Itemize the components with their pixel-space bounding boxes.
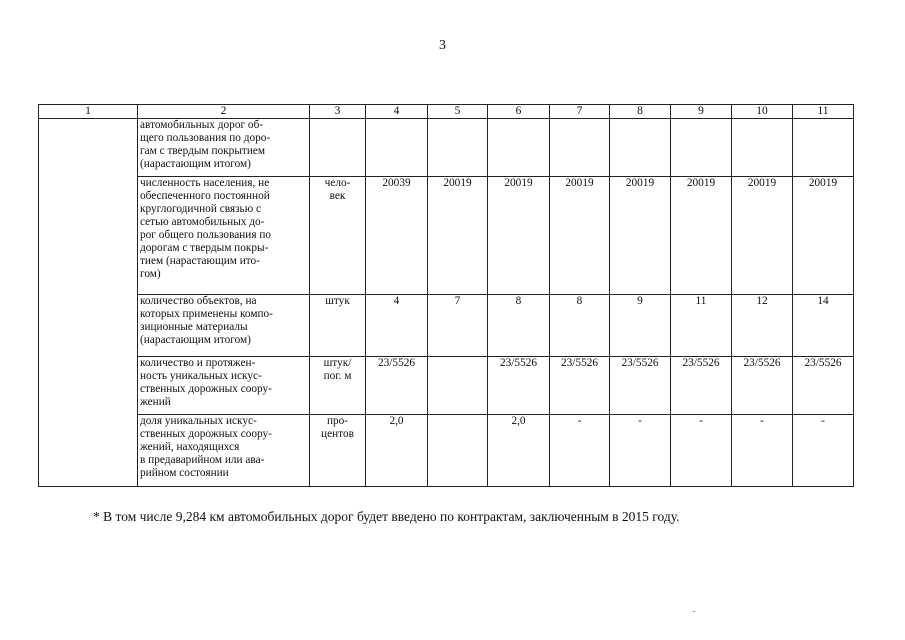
indicator-cell: автомобильных дорог об- щего пользования по доро- гам с твердым покрытием (нарастающим итогом): [138, 119, 310, 177]
value-cell: 23/5526: [793, 357, 854, 415]
unit-cell: чело- век: [310, 177, 366, 295]
header-row: [39, 105, 854, 119]
unit-cell: штук/ пог. м: [310, 357, 366, 415]
column-header: 4: [366, 105, 428, 119]
table-row: [39, 177, 854, 295]
unit-cell: [310, 119, 366, 177]
value-cell: 8: [550, 295, 610, 357]
value-cell: 9: [610, 295, 671, 357]
indicators-table: [38, 104, 854, 487]
column-header: 7: [550, 105, 610, 119]
table-row: [39, 415, 854, 487]
value-cell: -: [550, 415, 610, 487]
column-header: 2: [138, 105, 310, 119]
value-cell: 20019: [793, 177, 854, 295]
column-header: 3: [310, 105, 366, 119]
value-cell: [610, 119, 671, 177]
value-cell: 23/5526: [671, 357, 732, 415]
value-cell: 2,0: [366, 415, 428, 487]
value-cell: [428, 357, 488, 415]
value-cell: [428, 119, 488, 177]
footnote: * В том числе 9,284 км автомобильных дорог будет введено по контрактам, заключенным в 2015 году.: [93, 509, 680, 524]
value-cell: -: [793, 415, 854, 487]
value-cell: 20019: [671, 177, 732, 295]
column-header: 6: [488, 105, 550, 119]
value-cell: 23/5526: [366, 357, 428, 415]
value-cell: 2,0: [488, 415, 550, 487]
page-number: 3: [439, 38, 446, 53]
column-header: 8: [610, 105, 671, 119]
value-cell: 4: [366, 295, 428, 357]
value-cell: 20039: [366, 177, 428, 295]
table-row: [39, 357, 854, 415]
indicator-cell: количество и протяжен- ность уникальных искус- ственных дорожных соору- жений: [138, 357, 310, 415]
column-header: 1: [39, 105, 138, 119]
value-cell: 20019: [732, 177, 793, 295]
value-cell: 14: [793, 295, 854, 357]
value-cell: 7: [428, 295, 488, 357]
value-cell: 12: [732, 295, 793, 357]
value-cell: [732, 119, 793, 177]
value-cell: [366, 119, 428, 177]
table-row: [39, 295, 854, 357]
value-cell: 23/5526: [732, 357, 793, 415]
unit-cell: про- центов: [310, 415, 366, 487]
value-cell: 8: [488, 295, 550, 357]
value-cell: 20019: [428, 177, 488, 295]
scan-speck: [693, 611, 695, 612]
indicator-cell: численность населения, не обеспеченного постоянной круглогодичной связью с сетью автомобильных до- рог общего пользования по дорогам с твердым покры- тием (нарастающим ито- гом): [138, 177, 310, 295]
value-cell: 20019: [610, 177, 671, 295]
merged-first-column-cell: [39, 119, 138, 487]
column-header: 5: [428, 105, 488, 119]
value-cell: [793, 119, 854, 177]
column-header: 10: [732, 105, 793, 119]
value-cell: -: [671, 415, 732, 487]
value-cell: 23/5526: [550, 357, 610, 415]
value-cell: 20019: [550, 177, 610, 295]
value-cell: -: [610, 415, 671, 487]
value-cell: [550, 119, 610, 177]
value-cell: 23/5526: [610, 357, 671, 415]
value-cell: 11: [671, 295, 732, 357]
column-header: 9: [671, 105, 732, 119]
column-header: 11: [793, 105, 854, 119]
value-cell: [671, 119, 732, 177]
value-cell: -: [732, 415, 793, 487]
table-row: [39, 119, 854, 177]
value-cell: [488, 119, 550, 177]
value-cell: 23/5526: [488, 357, 550, 415]
indicator-cell: количество объектов, на которых применены компо- зиционные материалы (нарастающим итогом): [138, 295, 310, 357]
value-cell: [428, 415, 488, 487]
table-body: [39, 119, 854, 487]
indicator-cell: доля уникальных искус- ственных дорожных соору- жений, находящихся в предаварийном или ава- рийном состоянии: [138, 415, 310, 487]
value-cell: 20019: [488, 177, 550, 295]
unit-cell: штук: [310, 295, 366, 357]
